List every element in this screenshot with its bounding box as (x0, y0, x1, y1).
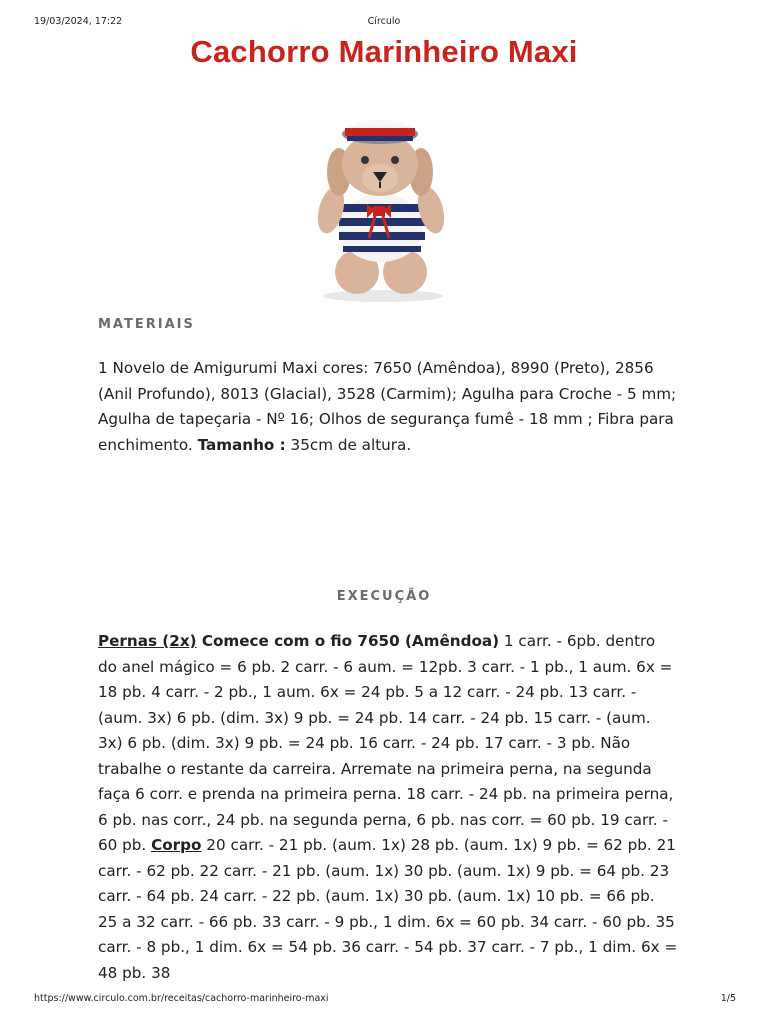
execution-paragraph (98, 629, 678, 986)
materials-paragraph (98, 356, 678, 458)
print-site-name: Círculo (367, 16, 401, 27)
body-section-title: Corpo (151, 836, 202, 854)
page-number: 1/5 (720, 993, 736, 1004)
print-datetime: 19/03/2024, 17:22 (34, 16, 123, 27)
product-image (217, 100, 551, 312)
legs-intro: Comece com o fio 7650 (Amêndoa) (196, 632, 500, 650)
size-label: Tamanho : (197, 435, 286, 454)
legs-section-title: Pernas (2x) (98, 632, 197, 650)
print-footer (34, 993, 736, 1007)
print-header (34, 16, 734, 30)
execution-heading: EXECUÇÃO (336, 589, 432, 604)
sailor-dog-illustration (217, 100, 551, 312)
materials-text: 1 Novelo de Amigurumi Maxi cores: 7650 (Amêndoa), 8990 (Preto), 2856 (Anil Profundo), 8013 (Glacial), 3528 (Carmim); Agulha para Croche - 5 mm; Agulha de tapeçaria - Nº 16; Olhos de segurança fumê - 18 mm ; Fibra para enchimento. (98, 359, 677, 454)
body-instructions: 20 carr. - 21 pb. (aum. 1x) 28 pb. (aum. 1x) 9 pb. = 62 pb. 21 carr. - 62 pb. 22 carr. - 21 pb. (aum. 1x) 30 pb. (aum. 1x) 9 pb. = 64 pb. 23 carr. - 64 pb. 24 carr. - 22 pb. (aum. 1x) 30 pb. (aum. 1x) 10 pb. = 66 pb. 25 a 32 carr. - 66 pb. 33 carr. - 9 pb., 1 dim. 6x = 60 pb. 34 carr. - 60 pb. 35 carr. - 8 pb., 1 dim. 6x = 54 pb. 36 carr. - 54 pb. 37 carr. - 7 pb., 1 dim. 6x = 48 pb. 38 (98, 836, 678, 982)
page-title: Cachorro Marinheiro Maxi (190, 34, 578, 69)
size-value: 35cm de altura. (285, 435, 412, 454)
legs-instructions: 1 carr. - 6pb. dentro do anel mágico = 6 pb. 2 carr. - 6 aum. = 12pb. 3 carr. - 1 pb., 1 aum. 6x = 18 pb. 4 carr. - 2 pb., 1 aum. 6x = 24 pb. 5 a 12 carr. - 24 pb. 13 carr. - (aum. 3x) 6 pb. (dim. 3x) 9 pb. = 24 pb. 14 carr. - 24 pb. 15 carr. - (aum. 3x) 6 pb. (dim. 3x) 9 pb. = 24 pb. 16 carr. - 24 pb. 17 carr. - 3 pb. Não trabalhe o restante da carreira. Arremate na primeira perna, na segunda faça 6 corr. e prenda na primeira perna. 18 carr. - 24 pb. na primeira perna, 6 pb. nas corr., 24 pb. na segunda perna, 6 pb. nas corr. = 60 pb. 19 carr. - 60 pb. (98, 632, 674, 854)
page-url[interactable]: https://www.circulo.com.br/receitas/cachorro-marinheiro-maxi (34, 993, 329, 1004)
materials-heading: MATERIAIS (98, 317, 195, 332)
